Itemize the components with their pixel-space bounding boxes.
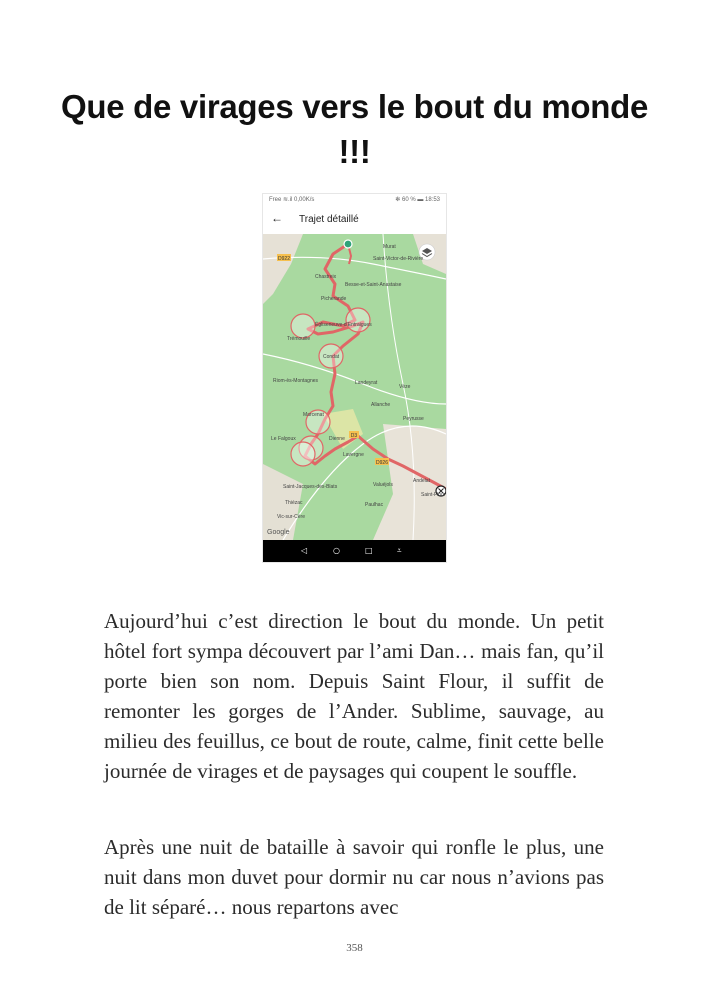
app-title: Trajet détaillé bbox=[299, 214, 359, 225]
place-label: Lavergne bbox=[343, 452, 364, 458]
curve-marker bbox=[291, 442, 315, 466]
place-label: Murat bbox=[383, 244, 396, 250]
status-right: ✻ 60 % ▬ 18:53 bbox=[395, 197, 440, 203]
place-label: Saint-Flour bbox=[421, 492, 446, 498]
place-label: Besse-et-Saint-Anastaise bbox=[345, 282, 402, 288]
place-label: Allanche bbox=[371, 402, 391, 408]
map-svg bbox=[263, 234, 446, 540]
road-label: D926 bbox=[376, 460, 388, 466]
place-label: Andelat bbox=[413, 478, 430, 484]
curve-marker bbox=[346, 308, 370, 332]
start-marker[interactable] bbox=[344, 240, 352, 248]
place-label: Condat bbox=[323, 354, 340, 360]
road-label: D3 bbox=[350, 433, 358, 439]
place-label: Valuéjols bbox=[373, 482, 393, 488]
status-left: Free ≋.il 0,00K/s bbox=[269, 197, 315, 203]
map-view[interactable] bbox=[263, 234, 446, 540]
body-paragraph: Aujourd’hui c’est direction le bout du monde. Un petit hôtel fort sympa découvert par l’ami Dan… mais fan, qu’il porte bien son nom. Depuis Saint Flour, il suffit de remonter les gorges de l’Ander. Sublime, sauvage, au milieu des feuillus, ce bout de route, calme, finit cette belle journée de virages et de paysages qui coupent le souffle. bbox=[104, 609, 604, 783]
app-bar bbox=[263, 206, 446, 234]
place-label: Landeyrat bbox=[355, 380, 378, 386]
place-label: Picherande bbox=[321, 296, 347, 302]
arrow-left-icon[interactable]: ← bbox=[271, 211, 283, 225]
route-map-screenshot bbox=[263, 194, 446, 562]
nav-back-icon[interactable]: ◁ bbox=[301, 546, 308, 555]
place-label: Dienne bbox=[329, 436, 345, 442]
place-label: Saint-Jacques-des-Blats bbox=[283, 484, 338, 490]
nav-recent-icon[interactable]: □ bbox=[365, 546, 373, 555]
page-title: Que de virages vers le bout du monde !!! bbox=[60, 88, 649, 170]
place-label: Chastreix bbox=[315, 274, 337, 280]
page-number: 358 bbox=[346, 942, 363, 954]
place-label: Peyrusse bbox=[403, 416, 424, 422]
nav-home-icon[interactable]: ○ bbox=[333, 546, 340, 555]
place-label: Vic-sur-Cère bbox=[277, 514, 305, 520]
phone-status-bar bbox=[263, 194, 446, 206]
place-label: Thiézac bbox=[285, 500, 303, 506]
google-logo: Google bbox=[267, 529, 290, 536]
place-label: Trémouille bbox=[287, 336, 311, 342]
place-label: Égliseneuve-d’Entraigues bbox=[315, 322, 372, 328]
place-label: Le Falgoux bbox=[271, 436, 296, 442]
body-paragraph: Après une nuit de bataille à savoir qui ronfle le plus, une nuit dans mon duvet pour dormir nu car nous n’avions pas de lit séparé… nous repartons avec bbox=[104, 835, 604, 919]
place-label: Paulhac bbox=[365, 502, 384, 508]
place-label: Vèze bbox=[399, 384, 411, 390]
curve-marker bbox=[291, 314, 315, 338]
nav-menu-icon[interactable]: ⩡ bbox=[397, 546, 402, 555]
phone-nav-bar bbox=[263, 540, 446, 562]
place-label: Riom-ès-Montagnes bbox=[273, 378, 319, 384]
place-label: Saint-Victor-de-Rivière bbox=[373, 256, 424, 262]
road-label: D922 bbox=[278, 256, 290, 262]
place-label: Marcenat bbox=[303, 412, 324, 418]
